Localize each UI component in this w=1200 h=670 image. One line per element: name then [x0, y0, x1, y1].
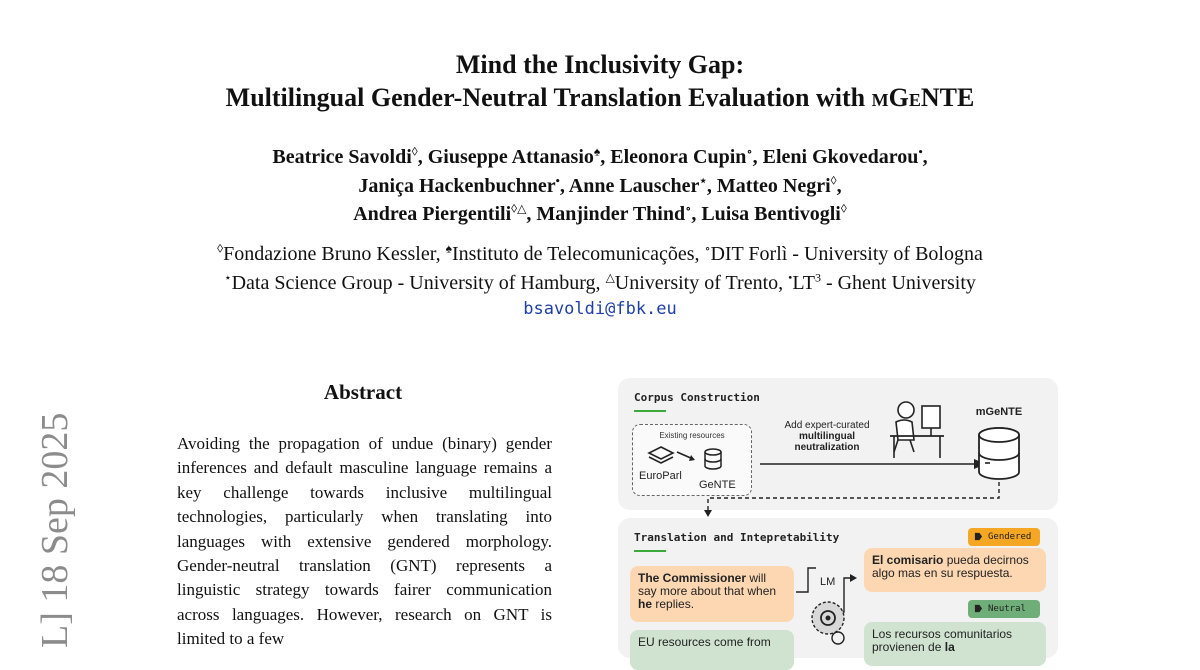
- neutral-output-box: [864, 622, 1046, 666]
- neutral-line2-bold: la: [944, 640, 955, 654]
- abstract-body: Avoiding the propagation of undue (binary) gender inferences and default masculine language remains a key challenge towards inclusive multilingual technologies, particularly when translating into languages with extensive gendered morphology. Gender-neutral translation (GNT) represents a linguistic strategy towards fairer communication across languages. However, research on GNT is limited to a few: [177, 434, 552, 649]
- author-name: Luisa Bentivogli: [701, 203, 841, 225]
- author-name: Anne Lauscher: [568, 175, 700, 197]
- corpus-construction-panel: [618, 378, 1058, 510]
- affiliation-name: Fondazione Bruno Kessler,: [223, 243, 446, 265]
- author-name: Manjinder Thind: [536, 203, 686, 225]
- paper-title-line2: [0, 83, 1200, 113]
- translation-title-underline: [634, 550, 666, 552]
- author-affiliation-mark: ∘: [685, 201, 692, 216]
- source-pronoun: he: [638, 597, 653, 611]
- add-expert-curated-note: [768, 420, 886, 453]
- affiliations-line-2: [0, 269, 1200, 298]
- gendered-rest: pueda decirnos algo mas en su respuesta.: [872, 553, 1029, 580]
- mgente-label: mGeNTE: [975, 406, 1023, 418]
- author-affiliation-mark: •: [918, 144, 923, 159]
- authors-line-3: Andrea Piergentili◊△, Manjinder Thind∘, Luisa Bentivogli◊: [353, 201, 847, 225]
- abstract-heading: Abstract: [323, 380, 403, 404]
- main-arrow: [758, 458, 988, 470]
- affiliation-name: Instituto de Telecomunicações,: [451, 243, 705, 265]
- add-expert-bold2: neutralization: [794, 442, 860, 453]
- affiliation-mark: ◊: [217, 241, 224, 256]
- affiliation-mark: ∘: [704, 241, 711, 256]
- tag-neutral-label: Neutral: [988, 604, 1026, 614]
- author-affiliation-mark: ◊△: [511, 201, 527, 216]
- author-affiliation-mark: ◊: [830, 173, 837, 188]
- add-expert-bold1: multilingual: [798, 431, 856, 442]
- affiliation-mark: ⋆: [224, 270, 232, 285]
- corpus-title-underline: [634, 410, 666, 412]
- tag-gendered-label: Gendered: [988, 532, 1032, 542]
- author-name: Beatrice Savoldi: [272, 146, 412, 168]
- affiliations-line-1: [0, 240, 1200, 269]
- neutral-line1: Los recursos comunitarios: [872, 627, 1013, 641]
- author-affiliation-mark: ◊: [840, 201, 847, 216]
- add-expert-prefix: Add expert-curated: [784, 420, 870, 431]
- neutral-line2: provienen de: [872, 640, 945, 654]
- author-name: Giuseppe Attanasio: [427, 146, 594, 168]
- translation-title: Translation and Intepretability: [634, 531, 840, 544]
- paper-title-line1: Mind the Inclusivity Gap:: [455, 50, 745, 79]
- authors-line-2: Janiça Hackenbuchner•, Anne Lauscher⋆, Matteo Negri◊,: [358, 173, 842, 197]
- author-affiliation-mark: •: [555, 173, 560, 188]
- tag-gendered: [968, 528, 1040, 546]
- authors-line-1: Beatrice Savoldi◊, Giuseppe Attanasio♠, Eleonora Cupin∘, Eleni Gkovedarou•,: [272, 144, 928, 168]
- author-affiliation-mark: ⋆: [699, 173, 707, 188]
- affiliation-mark: •: [788, 270, 793, 285]
- layers-icon: [647, 445, 675, 467]
- affiliation-name: DIT Forlì - University of Bologna: [710, 243, 983, 265]
- existing-resources-label: Existing resources: [659, 431, 725, 440]
- corpus-construction-title: Corpus Construction: [634, 391, 760, 404]
- translation-panel: [618, 518, 1058, 658]
- europarl-label: EuroParl: [639, 470, 682, 482]
- source-sentence-2: EU resources come from: [638, 635, 771, 649]
- tag-neutral: [968, 600, 1040, 618]
- tag-icon: [974, 532, 983, 541]
- gente-label: GeNTE: [699, 479, 736, 491]
- source-middle: will say more about that when: [638, 571, 777, 598]
- gendered-output-box: [864, 548, 1046, 592]
- author-affiliation-mark: ♠: [593, 144, 601, 159]
- affiliation-name: LT: [792, 272, 815, 294]
- source-end: replies.: [652, 597, 695, 611]
- author-name: Matteo Negri: [716, 175, 831, 197]
- affiliation-mark: ♠: [445, 241, 452, 256]
- arxiv-stamp: L] 18 Sep 2025: [34, 412, 76, 648]
- title-dataset-name: mGeNTE: [871, 83, 975, 112]
- gendered-subject: El comisario: [872, 553, 944, 567]
- lm-label: LM: [820, 576, 836, 588]
- author-name: Eleni Gkovedarou: [762, 146, 919, 168]
- source-sentence-2-box: [630, 630, 794, 670]
- affiliation-mark: △: [605, 270, 615, 285]
- dashed-connector: [704, 482, 1004, 518]
- mgente-database-icon: [976, 426, 1022, 482]
- language-model-icon: [794, 560, 864, 650]
- source-subject: The Commissioner: [638, 571, 747, 585]
- affiliation-name: University of Trento,: [614, 272, 789, 294]
- source-sentence-box: [630, 566, 794, 622]
- author-name: Eleonora Cupin: [610, 146, 747, 168]
- person-at-computer-icon: [884, 400, 948, 460]
- author-name: Andrea Piergentili: [353, 203, 512, 225]
- affiliation-name: Data Science Group - University of Hamburg,: [231, 272, 606, 294]
- author-name: Janiça Hackenbuchner: [358, 175, 556, 197]
- author-affiliation-mark: ◊: [411, 144, 418, 159]
- database-small-icon: [703, 447, 723, 471]
- author-affiliation-mark: ∘: [746, 144, 753, 159]
- tag-icon: [974, 604, 983, 613]
- arrow-icon: [675, 449, 699, 463]
- affiliation-name-rest: - Ghent University: [820, 272, 976, 294]
- title-prefix: Multilingual Gender-Neutral Translation Evaluation with: [225, 83, 872, 112]
- affiliation-superscript: 3: [814, 270, 821, 285]
- author-email[interactable]: bsavoldi@fbk.eu: [523, 299, 677, 319]
